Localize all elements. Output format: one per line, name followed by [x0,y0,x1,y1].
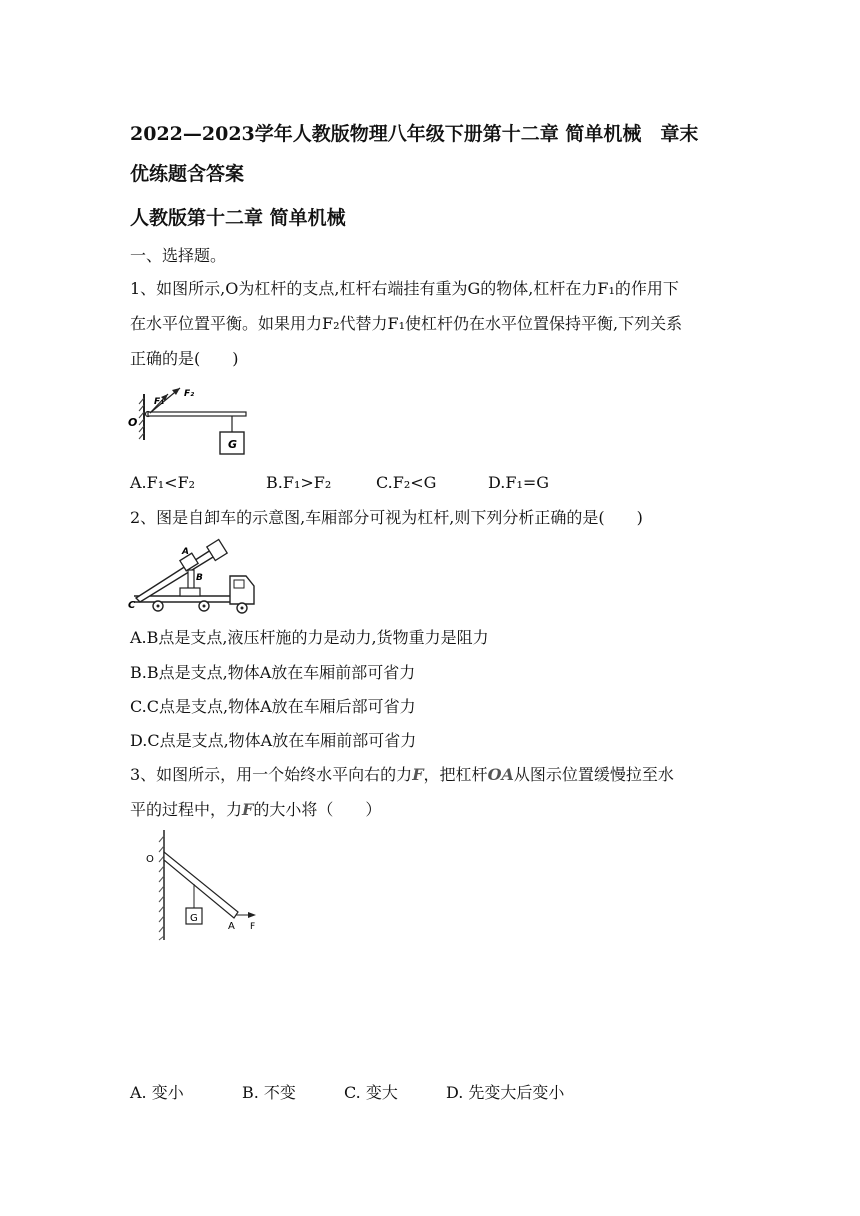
q1-lever-figure [128,380,258,458]
q3-text-a: 3、如图所示，用一个始终水平向右的力 [130,765,413,784]
q2-dump-truck-figure [128,538,262,616]
q3-var-f: F [412,765,424,784]
q3-lever-figure [140,828,270,944]
label-b: B [196,573,203,583]
q3-text-c: 从图示位置缓慢拉至水 [513,765,674,784]
document-title-line-2: 优练题含答案 [130,163,245,185]
chapter-heading: 人教版第十二章 简单机械 [130,207,346,229]
q3-option-d[interactable]: D. 先变大后变小 [446,1083,565,1102]
label-f: F [250,922,256,932]
label-f2: F₂ [184,389,195,399]
q2-option-b[interactable]: B.B点是支点,物体A放在车厢前部可省力 [130,663,416,682]
q2-option-a[interactable]: A.B点是支点,液压杆施的力是动力,货物重力是阻力 [130,628,489,647]
q1-text-line-2: 在水平位置平衡。如果用力F₂代替力F₁使杠杆仍在水平位置保持平衡,下列关系 [130,314,683,333]
q1-option-b[interactable]: B.F₁>F₂ [266,473,332,492]
section-heading: 一、选择题。 [130,246,227,265]
label-a: A [182,547,189,557]
q3-text-line-1 [130,765,674,785]
q2-option-c[interactable]: C.C点是支点,物体A放在车厢后部可省力 [130,697,416,716]
label-c: C [128,600,136,611]
q2-option-d[interactable]: D.C点是支点,物体A放在车厢前部可省力 [130,731,417,750]
document-title-line-1: 2022—2023学年人教版物理八年级下册第十二章 简单机械 章末 [130,123,699,145]
label-g: G [190,913,198,924]
label-a: A [228,921,235,932]
q3-option-b[interactable]: B. 不变 [242,1083,296,1102]
q2-text-line-1: 2、图是自卸车的示意图,车厢部分可视为杠杆,则下列分析正确的是( ) [130,508,643,527]
q1-text-line-3: 正确的是( ) [130,349,239,368]
lever-bar [148,412,246,416]
label-g: G [228,438,238,451]
q3-option-a[interactable]: A. 变小 [130,1083,184,1102]
q3-text-b: ，把杠杆 [423,765,488,784]
q3-text-line-2 [130,800,381,820]
q1-option-c[interactable]: C.F₂<G [376,473,437,492]
q3-text-e: 的大小将（ ） [253,800,382,819]
q3-option-c[interactable]: C. 变大 [344,1083,398,1102]
q1-option-a[interactable]: A.F₁<F₂ [130,473,196,492]
truck-bed [136,548,218,602]
label-o: O [128,416,138,429]
q1-text-line-1: 1、如图所示,O为杠杆的支点,杠杆右端挂有重为G的物体,杠杆在力F₁的作用下 [130,279,679,298]
q3-var-f-2: F [242,800,254,819]
q3-text-d: 平的过程中，力 [130,800,243,819]
label-o: O [146,854,154,865]
q3-var-oa: OA [487,765,514,784]
q1-option-d[interactable]: D.F₁=G [488,473,550,492]
label-f1: F₁ [154,397,165,407]
